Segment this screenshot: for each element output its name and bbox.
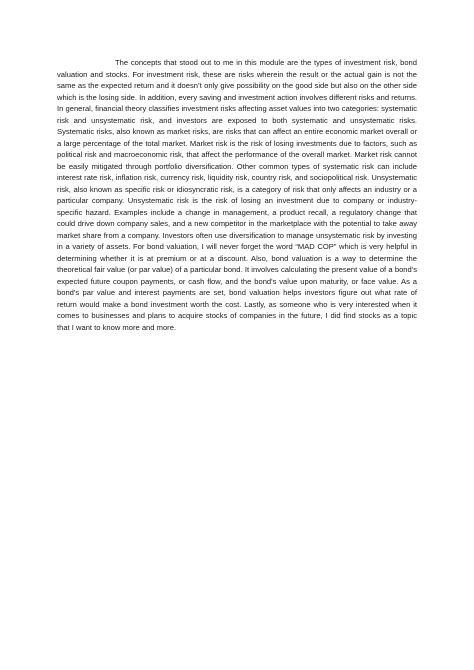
body-paragraph: The concepts that stood out to me in this module are the types of investment risk, bond valuation and stocks. For investment risk, these are risks wherein the result or the actual gain is not the same as the expected return and it doesn’t only give possibility on the good side but also on the other side which is the losing side. In addition, every saving and investment action involves different risks and returns. In general, financial theory classifies investment risks affecting asset values into two categories: systematic risk and unsystematic risk, and investors are exposed to both systematic and unsystematic risks. Systematic risks, also known as market risks, are risks that can affect an entire economic market overall or a large percentage of the total market. Market risk is the risk of losing investments due to factors, such as political risk and macroeconomic risk, that affect the performance of the overall market. Market risk cannot be easily mitigated through portfolio diversification. Other common types of systematic risk can include interest rate risk, inflation risk, currency risk, liquidity risk, country risk, and sociopolitical risk. Unsystematic risk, also known as specific risk or idiosyncratic risk, is a category of risk that only affects an industry or a particular company. Unsystematic risk is the risk of losing an investment due to company or industry-specific hazard. Examples include a change in management, a product recall, a regulatory change that could drive down company sales, and a new competitor in the marketplace with the potential to take away market share from a company. Investors often use diversification to manage unsystematic risk by investing in a variety of assets. For bond valuation, I will never forget the word “MAD COP” which is very helpful in determining whether it is at premium or at a discount. Also, bond valuation is a way to determine the theoretical fair value (or par value) of a particular bond. It involves calculating the present value of a bond's expected future coupon payments, or cash flow, and the bond's value upon maturity, or face value. As a bond's par value and interest payments are set, bond valuation helps investors figure out what rate of return would make a bond investment worth the cost. Lastly, as someone who is very interested when it comes to businesses and plans to acquire stocks of companies in the future, I did find stocks as a topic that I want to know more and more. <box>57 58 417 332</box>
